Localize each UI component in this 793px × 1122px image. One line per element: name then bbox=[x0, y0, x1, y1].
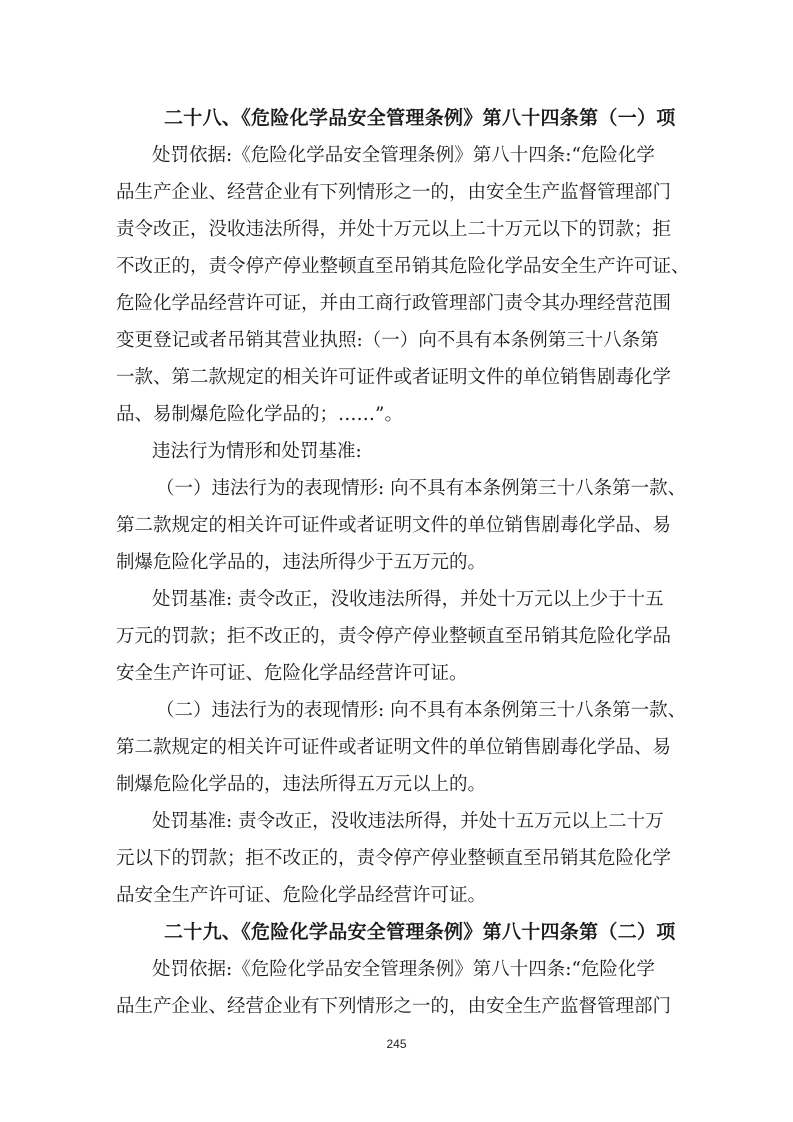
paragraph bbox=[116, 692, 687, 803]
text-line: 处罚依据:《危险化学品安全管理条例》第八十四条:“危险化学 bbox=[152, 959, 655, 980]
text-line: 第二款规定的相关许可证件或者证明文件的单位销售剧毒化学品、易 bbox=[116, 737, 672, 758]
text-line: 品生产企业、经营企业有下列情形之一的，由安全生产监督管理部门 bbox=[116, 182, 672, 203]
text-line: 违法行为情形和处罚基准: bbox=[152, 441, 362, 462]
text-line: 元以下的罚款；拒不改正的，责令停产停业整顿直至吊销其危险化学 bbox=[116, 848, 672, 869]
text-line: 万元的罚款；拒不改正的，责令停产停业整顿直至吊销其危险化学品 bbox=[116, 626, 672, 647]
text-line: （一）违法行为的表现情形: 向不具有本条例第三十八条第一款、 bbox=[156, 478, 687, 499]
text-line: 安全生产许可证、危险化学品经营许可证。 bbox=[116, 663, 468, 684]
paragraph bbox=[116, 803, 676, 914]
text-line: 变更登记或者吊销其营业执照:（一）向不具有本条例第三十八条第 bbox=[116, 330, 659, 351]
text-line: 品生产企业、经营企业有下列情形之一的，由安全生产监督管理部门 bbox=[116, 996, 672, 1017]
text-line: 处罚依据:《危险化学品安全管理条例》第八十四条:“危险化学 bbox=[152, 145, 655, 166]
text-line: 处罚基准: 责令改正，没收违法所得，并处十五万元以上二十万 bbox=[152, 811, 664, 832]
text-line: 处罚基准: 责令改正，没收违法所得，并处十万元以上少于十五 bbox=[152, 589, 664, 610]
page-number: 245 bbox=[386, 1037, 407, 1051]
page-body bbox=[116, 100, 690, 1025]
text-line: 危险化学品经营许可证，并由工商行政管理部门责令其办理经营范围 bbox=[116, 293, 672, 314]
text-line: 一款、第二款规定的相关许可证件或者证明文件的单位销售剧毒化学 bbox=[116, 367, 672, 388]
text-line: （二）违法行为的表现情形: 向不具有本条例第三十八条第一款、 bbox=[156, 700, 687, 721]
paragraph bbox=[116, 951, 676, 1025]
text-line: 制爆危险化学品的，违法所得少于五万元的。 bbox=[116, 552, 487, 573]
paragraph bbox=[116, 581, 676, 692]
text-line: 不改正的，责令停产停业整顿直至吊销其危险化学品安全生产许可证、 bbox=[116, 256, 690, 277]
text-line: 责令改正，没收违法所得，并处十万元以上二十万元以下的罚款；拒 bbox=[116, 219, 672, 240]
section-heading: 二十八、《危险化学品安全管理条例》第八十四条第（一）项 bbox=[164, 107, 676, 129]
text-line: 制爆危险化学品的，违法所得五万元以上的。 bbox=[116, 774, 487, 795]
text-line: 品安全生产许可证、危险化学品经营许可证。 bbox=[116, 885, 487, 906]
paragraph bbox=[116, 470, 687, 581]
section-heading: 二十九、《危险化学品安全管理条例》第八十四条第（二）项 bbox=[164, 921, 676, 943]
text-line: 第二款规定的相关许可证件或者证明文件的单位销售剧毒化学品、易 bbox=[116, 515, 672, 536]
text-line: 品、易制爆危险化学品的；……”。 bbox=[116, 404, 403, 425]
paragraph bbox=[116, 137, 690, 433]
paragraph bbox=[116, 433, 676, 470]
